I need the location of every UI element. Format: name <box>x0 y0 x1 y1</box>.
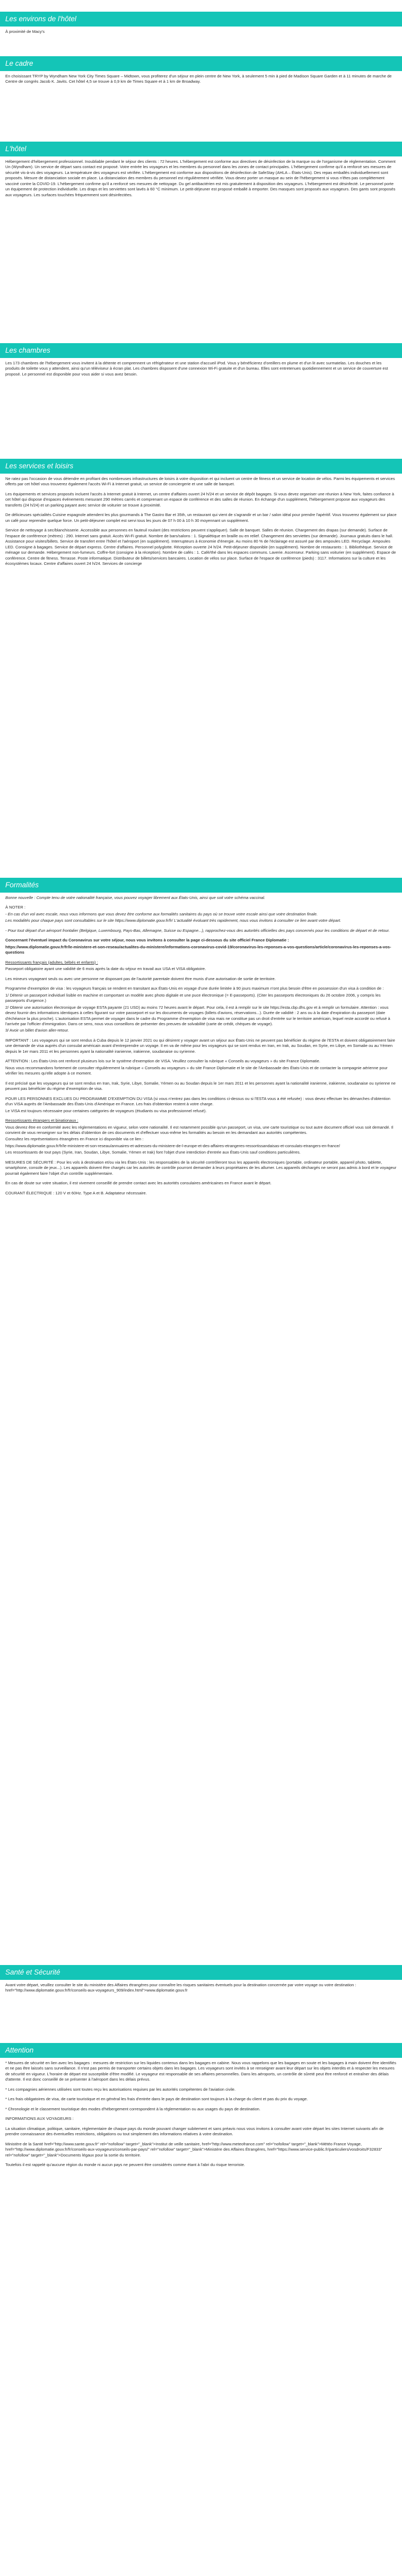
paragraph: - Pour tout départ d'un aéroport frontalier (Belgique, Luxembourg, Pays-Bas, Allemagne, Suisse ou Espagne...), rapprochez-vous des autorités officielles des pays concernés pour les conditions de départ et de retour. <box>5 928 390 933</box>
paragraph: 3/ Avoir un billet d'avion aller-retour. <box>5 1028 69 1033</box>
paragraph: Programme d'exemption de visa : les voyageurs français se rendent en transitant aux États-Unis en voyage d'une durée limitée à 90 jours maximum n'ont plus besoin d'être en possession d'un visa à condition de : <box>5 986 384 991</box>
paragraph: Les mineurs voyageant seuls ou avec une personne ne disposant pas de l'autorité parentale doivent être munis d'une autorisation de sortie de territoire. <box>5 976 276 981</box>
paragraph: À proximité de Macy's <box>5 29 45 34</box>
paragraph: Hébergement d'hébergement professionnel. Inoubliable pendant le séjour des clients : 72 heures. L'hébergement est conforme aux directives de désinfection de la marque ou de l'organisme de réglementation. Comment Un (Wyndham). Un service de départ sans contact est proposé. Votre entrée les voyageurs et les membres du personnel dans les zones de contact principales. L'hébergement confirme qu'il a renforcé ses mesures de sécurité vis-à-vis des voyageurs. La température des voyageurs est vérifiée. L'hébergement est conforme aux dispositions de désinfection de SafeStay (AHLA – États-Unis). Des repas emballés individuellement sont proposés. Mesure de distanciation sociale en place. La distanciation des membres du personnel est régulièrement vérifiée. Vous devez porter un masque au sein de l'hébergement si vous n'êtes pas complètement vacciné contre la COVID-19. L'hébergement confirme qu'il a renforcé ses mesures de nettoyage. Du gel antibactérien est mis gratuitement à disposition des voyageurs. L'hébergement est désinfecté. Le personnel porte un équipement de protection individuelle. Les draps et les serviettes sont lavés à 60 °C minimum. Le petit-déjeuner est proposé emballé à emporter. Des masques sont proposés aux voyageurs. Des gants sont proposés aux voyageurs. Les surfaces touchées fréquemment sont désinfectées. <box>5 159 396 197</box>
link-representations-etrangeres[interactable]: https://www.diplomatie.gouv.fr/fr/le-ministere-et-son-reseau/annuaires-et-adresses-du-ministere-de-l-europe-et-des-affaires-etrangeres-ressortissandaisas-et-consulats-etrangers-en-france/ <box>5 1143 340 1148</box>
paragraph: 1/ Détenir un passeport individuel lisible en machine et comportant un modèle avec photo digitale et une puce électronique (= E-passeports). (Citer les passeports électroniques du 26 octobre 2006, y compris les passeports d'urgence.) <box>5 992 381 1003</box>
paragraph: * Les compagnies aériennes utilisées sont toutes reçu les autorisations requises par les autorités compétentes de l'aviation civile. <box>5 2086 236 2092</box>
section-chambres <box>0 343 402 381</box>
paragraph: En choisissant TRYP by Wyndham New York City Times Square – Midtown, vous profiterez d'un séjour en plein centre de New York, à seulement 5 min à pied de Madison Square Garden et à 11 minutes de marche de Centre de congrès Jacob K. Javits. Cet hôtel 4,5 se trouve à 0,9 km de Times Square et à 1 km de Broadway. <box>5 74 392 84</box>
paragraph: Passeport obligatoire ayant une validité de 6 mois après la date du séjour en travail aux USA et VISA obligatoire. <box>5 966 206 972</box>
paragraph: * Les frais obligatoires de visa, de carte touristique et en général les frais d'entrée dans le pays de destination sont toujours à la charge du client et pas du prix du voyage. <box>5 2097 308 2102</box>
section-title: Les services et loisirs <box>0 459 402 474</box>
paragraph: Bonne nouvelle : Compte tenu de votre nationalité française, vous pouvez voyager librement aux États-Unis, ainsi que soit votre schéma vaccinal. <box>5 895 266 900</box>
paragraph: POUR LES PERSONNES EXCLUES DU PROGRAMME D'EXEMPTION DU VISA (si vous n'entrez pas dans les conditions ci-dessus ou si l'ESTA vous a été refusée) : vous devez effectuer les démarches d'obtention d'un VISA auprès de l'Ambassade des États-Unis d'Amérique en France. Les frais d'obtention restent à votre charge. <box>5 1096 390 1107</box>
paragraph: En cas de doute sur votre situation, il est vivement conseillé de prendre contact avec les autorités consulaires américaines en France avant le départ. <box>5 1181 272 1186</box>
section-formalites <box>0 878 402 1200</box>
paragraph: - En cas d'un vol avec escale, nous vous informons que vous devez être conforme aux formalités sanitaires du pays où se trouve votre escale ainsi que votre destination finale. <box>5 911 318 916</box>
section-title: Formalités <box>0 878 402 893</box>
paragraph: Ressortissants étrangers et binationaux : <box>5 1118 78 1123</box>
section-attention <box>0 2043 402 2172</box>
paragraph: INFORMATIONS AUX VOYAGEURS : <box>5 2116 74 2121</box>
section-services <box>0 459 402 571</box>
paragraph: Les modalités pour chaque pays sont consultables sur le site https://www.diplomatie.gouv.fr/fr/ L'actualité évoluant très rapidement, nous vous invitons à consulter ce lien avant votre départ. <box>5 918 342 923</box>
paragraph: 2/ Obtenir une autorisation électronique de voyage ESTA payante (21 USD) au moins 72 heures avant le départ. Pour cela, il est à remplir sur le site https://esta.cbp.dhs.gov et à remplir un formulaire. Attention : vous devez fournir des informations identiques à celles figurant sur votre passeport et sur les documents de voyages (billets d'avions, réservations...). Durée de validité : 2 ans ou à la date d'expiration du passeport (date d'échéance la plus proche). L'autorisation ESTA permet de voyager dans le cadre du Programme d'exemption de visa mais ne constitue pas un droit d'entrée sur le territoire américain, lequel reste accordé ou refusé à l'arrivée par l'officier d'immigration. Dans ce sens, nous vous conseillons de présenter des preuves de solvabilité (carte de crédit, chèques de voyage). <box>5 1005 390 1026</box>
paragraph: Concernant l'éventuel impact du Coronavirus sur votre séjour, nous vous invitons à consulter la page ci-dessous du site officiel France Diplomatie : <box>5 938 289 943</box>
paragraph: Ne ratez pas l'occasion de vous détendre en profitant des nombreuses infrastructures de loisirs à votre disposition et qui incluent un centre de fitness et un service de location de vélos. Parmi les équipements et services offerts par cet hôtel vous trouverez également l'accès Wi-Fi à Internet gratuit, un service de conciergerie et une salle de banquet. <box>5 476 395 487</box>
paragraph: COURANT ÉLECTRIQUE : 120 V et 60Hz. Type A et B. Adaptateur nécessaire. <box>5 1190 147 1195</box>
paragraph: Consultez les représentations étrangères en France ici disponible via ce lien : <box>5 1137 144 1142</box>
paragraph: Vous devrez être en conformité avec les réglementations en vigueur, selon votre nationalité. Il est notamment possible qu'un passeport, un visa, une carte touristique ou tout autre document officiel vous soit demandé. Il convient de vous renseigner sur les délais d'obtention de ces documents et d'effectuer vous-même les formalités au besoin en les demandant aux autorités compétentes. <box>5 1124 394 1135</box>
paragraph: La situation climatique, politique, sanitaire, réglementaire de chaque pays du monde pouvant changer subitement et sans préavis nous vous invitons à consulter avant votre départ les sites Internet suivants afin de prendre connaissance des éventuelles restrictions, obligations ou tout simplement des informations relatives à votre destination. <box>5 2126 384 2137</box>
paragraph: Nous vous recommandons fortement de consulter régulièrement la rubrique « Conseils au voyageurs » du site France Diplomatie et le site de l'Ambassade des États-Unis et de contacter la compagnie aérienne pour vérifier les mesures qu'elle adopte à ce moment. <box>5 1065 388 1076</box>
paragraph: Ressortissants français (adultes, bébés et enfants) : <box>5 959 98 965</box>
section-title: Attention <box>0 2043 402 2058</box>
section-title: Les chambres <box>0 343 402 358</box>
paragraph: IMPORTANT : Les voyageurs qui se sont rendus à Cuba depuis le 12 janvier 2021 ou qui désirent y voyager avant un séjour aux États-Unis ne peuvent pas bénéficier du régime de l'ESTA et doivent obligatoirement faire une demande de visa auprès d'un consulat américain avant d'entreprendre un voyage. Il en va de même pour les voyageurs qui se sont rendus en Iran, en Irak, au Soudan, en Syrie, en Libye, en Somalie ou au Yémen depuis le 1er mars 2011 et les personnes ayant la nationalité iranienne, irakienne, soudanaise ou syrienne. <box>5 1037 395 1054</box>
section-title: Les environs de l'hôtel <box>0 12 402 27</box>
section-hotel <box>0 142 402 202</box>
paragraph: De délicieuses spécialités Cuisine espagnole attendent les plus gourmands à The Gastro Bar et 35th, un restaurant qui vient de s'agrandir et un bar / salon idéal pour prendre l'apéritif. Vous trouverez également sur place un café pour reprendre quelque force. Un petit-déjeuner complet est servi tous les jours de 07 h 00 à 10 h 30 moyennant un supplément. <box>5 512 397 523</box>
paragraph: À NOTER : <box>5 905 25 910</box>
paragraph: Le VISA est toujours nécessaire pour certaines catégories de voyageurs (étudiants ou visa professionnel refusé). <box>5 1108 207 1113</box>
paragraph: * Chronologie et le classement touristique des modes d'hébergement correspondent à la réglementation ou aux usages du pays de destination. <box>5 2106 261 2111</box>
paragraph: Avant votre départ, veuillez consulter le site du ministère des Affaires étrangères pour connaître les risques sanitaires éventuels pour la destination concernée par votre voyage ou votre destination : href="http://www.diplomatie.gouv.fr/fr/conseils-aux-voyageurs_909/index.html">www.diplomatie.gouv.fr <box>5 1983 356 1993</box>
paragraph: Toutefois il est rappelé qu'aucune région du monde ni aucun pays ne peuvent être considérés comme étant à l'abri du risque terroriste. <box>5 2162 246 2168</box>
paragraph: * Mesures de sécurité en lien avec les bagages : mesures de restriction sur les liquides contenus dans les bagages en cabine. Nous vous rappelons que les bagages en soute et les bagages à main doivent être identifiés et ne pas être laissés sans surveillance. Il n'est pas permis de transporter certains objets dans les bagages. Les voyageurs sont invités à se renseigner avant leur départ sur les objets interdits et à respecter les mesures de sécurité en vigueur. L'horaire de départ est susceptible d'être modifié. Le voyageur est responsable de ses affaires personnelles. Dans les aéroports, un contrôle de sûreté peut être renforcé et entraîner des délais d'attente. Il est donc conseillé de se présenter à l'aéroport dans les délais prévus. <box>5 2060 397 2082</box>
section-title: L'hôtel <box>0 142 402 156</box>
section-cadre <box>0 56 402 89</box>
section-environs <box>0 12 402 39</box>
paragraph: Les ressortissants de tout pays (Syrie, Iran, Soudan, Libye, Somalie, Yémen et Irak) font l'objet d'une interdiction d'entrée aux États-Unis sauf conditions particulières. <box>5 1150 301 1155</box>
paragraph: Service de nettoyage à sec/blanchisserie. Accessible aux personnes en fauteuil roulant (des restrictions peuvent s'appliquer). Salle de banquet. Salles de réunion. Chargement des drapas (sur demande). Surface de l'espace de conférence (mètres) : 290. Internet sans gratuit. Accès Wi-Fi gratuit. Nombre de bars/salons : 1. Signalétique en braille ou en relief. Changement des serviettes (sur demande). Journaux gratuits dans le hall. Assistance pour visites/billets. Service de transfert entre l'hôtel et l'aéroport (en supplément). Interrupteurs à économie d'énergie. Au moins 80 % de l'éclairage est assuré par des ampoules LED. Recyclage. Ampoules LED. Consigne à bagages. Service de départ express. Centre d'affaires. Personnel polyglotte. Réception ouverte 24 h/24. Petit-déjeuner disponible (en supplément). Nombre de restaurants : 1. Bibliothèque. Service de ménage sur demande. Hébergement non-fumeurs. Coffre-fort (consigne à la réception). Nombre de cafés : 1. Café/thé dans les espaces communs. Laverie. Ascenseur. Parking sans voiturier (en supplément). Espace de conférence. Centre de fitness. Terrasse. Poste informatique. Distributeur de billets/services bancaires. Location de vélos sur place. Surface de l'espace de conférence (pieds) : 3117. Informations sur la culture et les écosystèmes locaux. Centre d'affaires ouvert 24 h/24. Services de concierge <box>5 528 396 566</box>
paragraph: Les 173 chambres de l'hébergement vous invitent à la détente et comprennent un réfrigérateur et une station d'accueil iPod. Vous y bénéficierez d'oreillers en plume et d'un lit avec surmatelas. Les douches et les produits de toilette vous y attendent, ainsi qu'un téléviseur à écran plat. Les chambres disposent d'une connexion Wi-Fi gratuite et d'un bureau. Elles sont entretenues quotidiennement et un service de couverture est proposé. Le personnel est disponible pour vous aider si vous avez besoin. <box>5 361 388 377</box>
section-sante <box>0 1965 402 1998</box>
paragraph: ATTENTION : Les États-Unis ont renforcé plusieurs lois sur le système d'exemption de VISA. Veuillez consulter la rubrique « Conseils au voyageurs » du site France Diplomatie. <box>5 1059 320 1064</box>
paragraph: Il est précisé que les voyageurs qui se sont rendus en Iran, Irak, Syrie, Libye, Somalie, Yémen ou au Soudan depuis le 1er mars 2011 et les personnes ayant la nationalité iranienne, irakienne, soudanaise ou syrienne ne peuvent pas bénéficier du régime d'exemption de visa. <box>5 1080 396 1091</box>
paragraph: Les équipements et services proposés incluent l'accès à Internet gratuit à Internet, un centre d'affaires ouvert 24 h/24 et un service de dépôt bagages. Si vous devez organiser une réunion à New York, faites confiance à cet hôtel qui dispose d'espaces événements mesurant 290 mètres carrés et comprenant un espace de conférence et des salles de réunion. En échange d'un supplément, l'hébergement propose aux voyageurs des transferts (24 h/24) et un parking payant avec service de voiturier se trouve à proximité. <box>5 491 395 508</box>
paragraph: Ministère de la Santé href="http://www.sante.gouv.fr" rel="nofollow" target="_blank">Institut de veille sanitaire, href="http://www.meteofrance.com" rel="nofollow" target="_blank">Météo France Voyage, href="http://www.diplomatie.gouv.fr/fr/conseils-aux-voyageurs/conseils-par-pays/" rel="nofollow" target="_blank">Ministère des Affaires Étrangères, href="https://www.service-public.fr/particuliers/vosdroits/F32833" rel="nofollow" target="_blank">Documents légaux pour la sortie du territoire. <box>5 2141 382 2158</box>
link-diplomatie-coronavirus[interactable]: https://www.diplomatie.gouv.fr/fr/le-ministere-et-son-reseau/actualites-du-ministere/informations-coronavirus-covid-19/coronavirus-les-reponses-a-vos-questions/article/coronavirus-les-reponses-a-vos-questions <box>5 944 391 955</box>
paragraph: MESURES DE SÉCURITÉ : Pour les vols à destination et/ou via les États-Unis : les responsables de la sécurité contrôleront tous les appareils électroniques (portable, ordinateur portable, appareil photo, tablette, smartphone, console de jeux...). Les appareils doivent être chargés car les autorités de contrôle pourront demander à leurs propriétaires de les allumer. Les appareils déchargés ne seront pas admis à bord et le voyageur pourrait également faire l'objet d'un contrôle supplémentaire. <box>5 1159 397 1176</box>
section-title: Santé et Sécurité <box>0 1965 402 1980</box>
section-title: Le cadre <box>0 56 402 71</box>
